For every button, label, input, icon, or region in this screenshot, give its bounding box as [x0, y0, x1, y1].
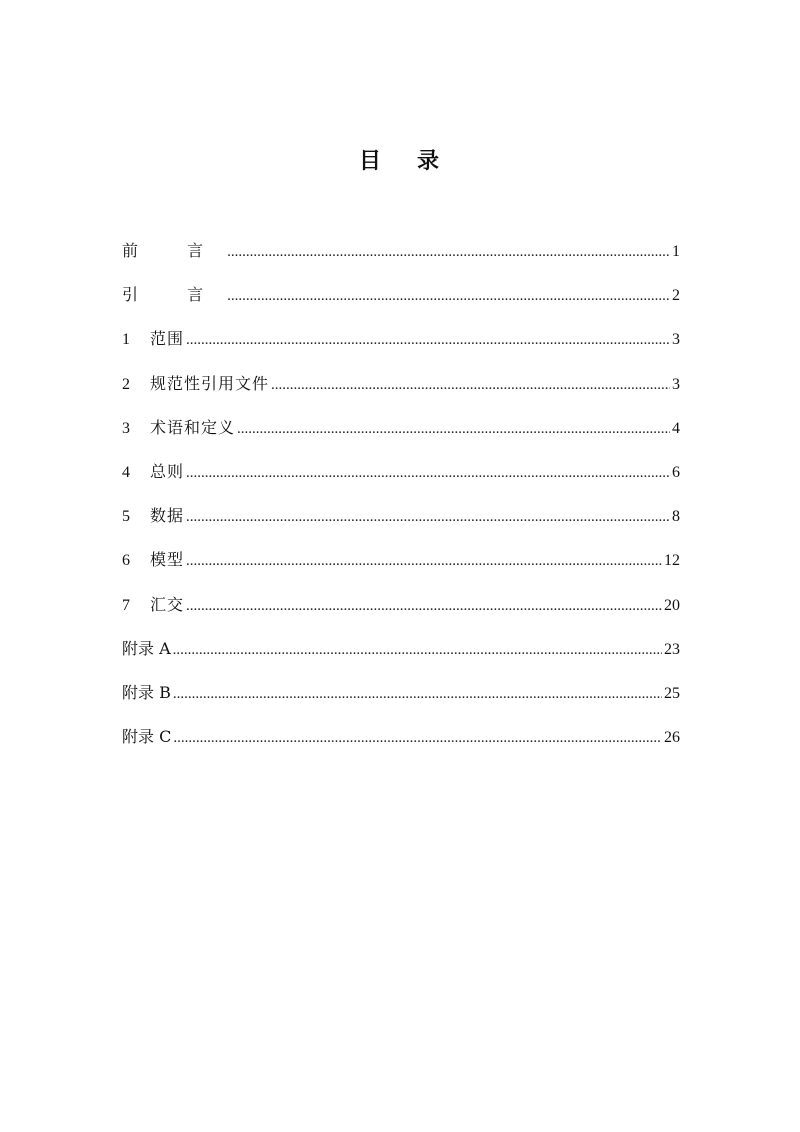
- toc-entry-label: 附录 A: [122, 638, 171, 658]
- toc-title-char: 目: [358, 148, 383, 174]
- toc-page-number: 1: [672, 243, 680, 260]
- toc-dot-leader: [186, 460, 670, 486]
- toc-entry-general[interactable]: [122, 459, 680, 503]
- toc-dot-leader: [186, 504, 670, 530]
- toc-entry-label: 引 言: [122, 285, 226, 305]
- toc-dot-leader: [173, 681, 662, 707]
- toc-entry-model[interactable]: [122, 547, 680, 591]
- toc-entry-normative-references[interactable]: [122, 371, 680, 415]
- toc-page-number: 8: [672, 508, 680, 526]
- toc-entry-scope[interactable]: [122, 326, 680, 370]
- toc-entry-label: 总则: [150, 461, 185, 481]
- toc-dot-leader: [227, 239, 670, 265]
- toc-entry-introduction[interactable]: [122, 282, 680, 326]
- toc-page-number: 6: [672, 463, 680, 481]
- toc-dot-leader: [186, 327, 670, 353]
- toc-entry-appendix-c[interactable]: [122, 724, 680, 768]
- toc-entry-number: 6: [122, 552, 130, 570]
- toc-page-number: 3: [672, 331, 680, 349]
- toc-title-char: 录: [417, 148, 442, 174]
- toc-entry-number: 3: [122, 419, 130, 437]
- toc-entry-number: 7: [122, 596, 130, 614]
- toc-page-number: 2: [672, 287, 680, 305]
- toc-entry-foreword[interactable]: [122, 238, 680, 282]
- toc-entry-data[interactable]: [122, 503, 680, 547]
- toc-dot-leader: [271, 372, 670, 398]
- toc-entry-label: 前 言: [122, 241, 226, 260]
- toc-entry-terms-definitions[interactable]: [122, 415, 680, 459]
- toc-entry-label: 范围: [150, 329, 185, 349]
- toc-entry-number: 1: [122, 331, 130, 349]
- toc-entry-number: 5: [122, 508, 130, 526]
- toc-dot-leader: [186, 593, 662, 619]
- toc-dot-leader: [186, 548, 662, 574]
- toc-dot-leader: [173, 725, 662, 751]
- toc-page-number: 3: [672, 375, 680, 393]
- toc-entry-number: 2: [122, 375, 130, 393]
- toc-dot-leader: [173, 637, 662, 663]
- toc-list: [122, 238, 680, 768]
- toc-entry-submission[interactable]: [122, 592, 680, 636]
- toc-entry-label: 附录 C: [122, 727, 172, 747]
- toc-entry-label: 规范性引用文件: [150, 373, 270, 393]
- toc-entry-label: 术语和定义: [150, 417, 236, 437]
- toc-dot-leader: [227, 283, 670, 309]
- toc-title: [0, 147, 800, 175]
- toc-page-number: 25: [664, 684, 680, 702]
- toc-page-number: 20: [664, 596, 680, 614]
- toc-entry-appendix-b[interactable]: [122, 680, 680, 724]
- toc-page-number: 23: [664, 640, 680, 658]
- toc-entry-label: 模型: [150, 550, 185, 570]
- toc-entry-appendix-a[interactable]: [122, 636, 680, 680]
- toc-entry-label: 数据: [150, 506, 185, 526]
- toc-dot-leader: [237, 416, 670, 442]
- toc-page-number: 12: [664, 552, 680, 570]
- toc-entry-label: 附录 B: [122, 682, 171, 702]
- toc-entry-number: 4: [122, 463, 130, 481]
- toc-page-number: 26: [664, 729, 680, 747]
- toc-page-number: 4: [672, 419, 680, 437]
- toc-entry-label: 汇交: [150, 594, 185, 614]
